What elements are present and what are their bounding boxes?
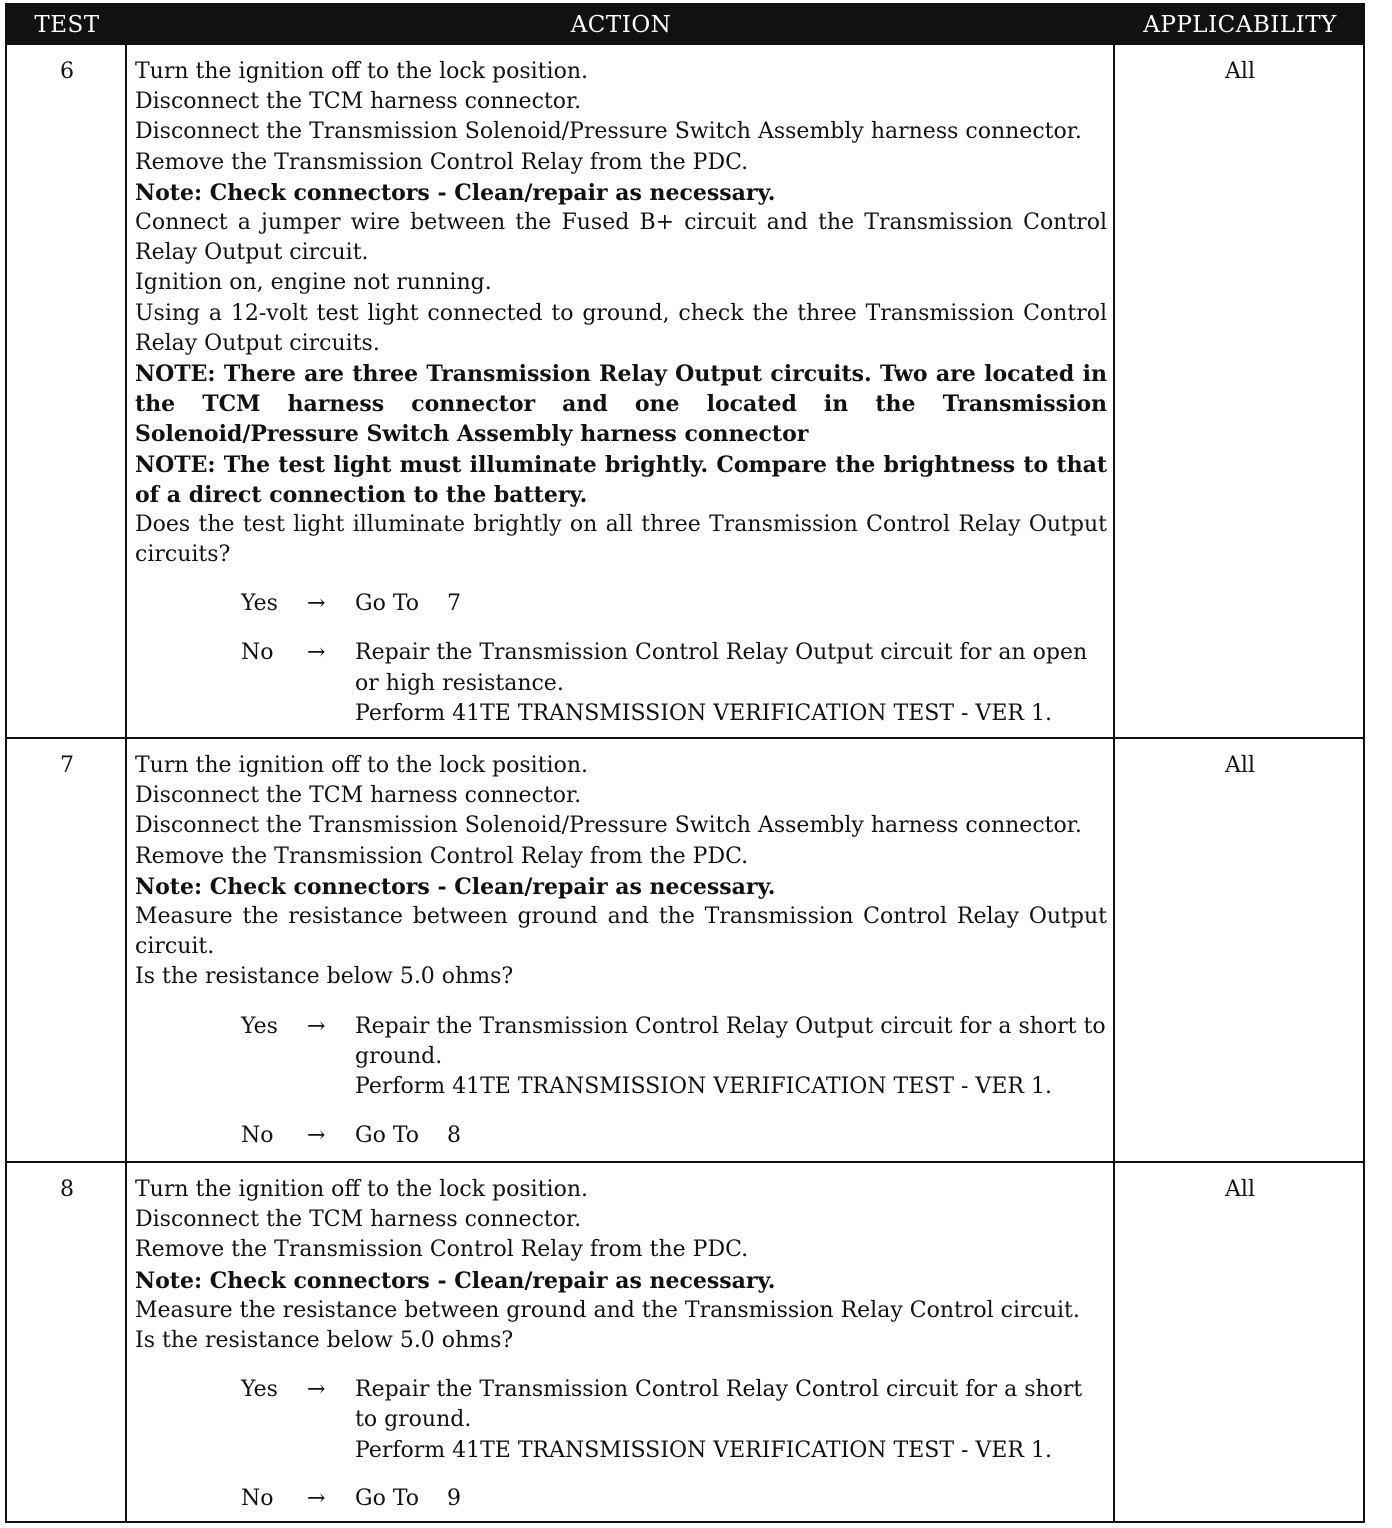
applicability-value: All (1225, 59, 1255, 84)
step-text: Remove the Transmission Control Relay from the PDC. (135, 843, 749, 869)
step-text: Turn the ignition off to the lock position. (135, 1177, 588, 1202)
step-text: Remove the Transmission Control Relay from the PDC. (135, 1237, 749, 1263)
result-text: Perform 41TE TRANSMISSION VERIFICATION TEST - VER 1. (355, 1074, 1052, 1100)
step-text: Disconnect the Transmission Solenoid/Pressure Switch Assembly harness connector. (135, 813, 1082, 839)
branch-result (355, 1375, 1107, 1466)
result-text: Perform 41TE TRANSMISSION VERIFICATION TEST - VER 1. (355, 700, 1052, 726)
no-branch (135, 638, 1107, 728)
question-text: Is the resistance below 5.0 ohms? (135, 1328, 514, 1354)
yes-branch (135, 1375, 1107, 1465)
yes-label: Yes (241, 1013, 278, 1039)
applicability-value: All (1225, 753, 1255, 778)
step-text: Measure the resistance between ground and the Transmission Control Relay Output circuit. (135, 904, 1107, 960)
step-text: Turn the ignition off to the lock position. (135, 753, 588, 778)
note-text: Note: Check connectors - Clean/repair as necessary. (135, 179, 776, 206)
step-text: Disconnect the Transmission Solenoid/Pressure Switch Assembly harness connector. (135, 119, 1082, 145)
step-text: Disconnect the TCM harness connector. (135, 89, 582, 115)
header-action: ACTION (570, 12, 672, 38)
no-branch (135, 1121, 1107, 1151)
table-row (7, 1163, 1363, 1521)
branch-result (355, 589, 1107, 619)
result-text: Repair the Transmission Control Relay Output circuit for a short to ground. (355, 1013, 1113, 1069)
branch-result (355, 1484, 1107, 1514)
branch-result (355, 638, 1107, 729)
no-branch (135, 1484, 1107, 1514)
step-text: Using a 12-volt test light connected to ground, check the three Transmission Control Relay Output circuits. (135, 300, 1107, 356)
note-text: Note: Check connectors - Clean/repair as necessary. (135, 873, 776, 900)
yes-label: Yes (241, 591, 278, 617)
result-text: Go To 7 (355, 591, 461, 617)
table-row (7, 45, 1363, 739)
arrow-icon: → (307, 591, 326, 617)
result-text: Perform 41TE TRANSMISSION VERIFICATION TEST - VER 1. (355, 1437, 1052, 1463)
arrow-icon: → (307, 1013, 326, 1039)
test-number: 7 (60, 753, 74, 778)
branch-result (355, 1012, 1113, 1103)
result-text: Go To 9 (355, 1486, 461, 1512)
note-text: Note: Check connectors - Clean/repair as necessary. (135, 1267, 776, 1294)
step-text: Measure the resistance between ground and the Transmission Relay Control circuit. (135, 1297, 1080, 1323)
diagnostic-table (5, 3, 1365, 1523)
no-label: No (241, 640, 274, 666)
question-text: Is the resistance below 5.0 ohms? (135, 964, 514, 990)
applicability-value: All (1225, 1177, 1255, 1202)
result-text: Go To 8 (355, 1122, 461, 1148)
action-cell (135, 57, 1107, 728)
note-text: NOTE: The test light must illuminate brightly. Compare the brightness to that of a direct connection to the battery. (135, 451, 1107, 508)
header-applicability: APPLICABILITY (1143, 12, 1337, 38)
step-text: Disconnect the TCM harness connector. (135, 1207, 582, 1233)
table-header (7, 5, 1363, 45)
step-text: Ignition on, engine not running. (135, 270, 492, 296)
yes-branch (135, 1012, 1113, 1102)
branch-result (355, 1121, 1107, 1151)
arrow-icon: → (307, 1377, 326, 1403)
question-text: Does the test light illuminate brightly on all three Transmission Control Relay Output circuits? (135, 512, 1107, 568)
step-text: Disconnect the TCM harness connector. (135, 783, 582, 809)
table-row (7, 739, 1363, 1163)
step-text: Turn the ignition off to the lock position. (135, 59, 588, 84)
no-label: No (241, 1122, 274, 1148)
action-cell (135, 751, 1113, 1151)
step-text: Connect a jumper wire between the Fused B+ circuit and the Transmission Control Relay Output circuit. (135, 210, 1107, 266)
note-text: NOTE: There are three Transmission Relay Output circuits. Two are located in the TCM harness connector and one located in the Transmission Solenoid/Pressure Switch Assembly harness connector (135, 361, 1107, 448)
step-text: Remove the Transmission Control Relay from the PDC. (135, 149, 749, 175)
yes-branch (135, 589, 1107, 619)
result-text: Repair the Transmission Control Relay Output circuit for an open or high resistance. (355, 640, 1095, 696)
test-number: 8 (60, 1177, 74, 1202)
action-cell (135, 1175, 1107, 1514)
arrow-icon: → (307, 640, 326, 666)
yes-label: Yes (241, 1377, 278, 1403)
no-label: No (241, 1486, 274, 1512)
arrow-icon: → (307, 1122, 326, 1148)
result-text: Repair the Transmission Control Relay Control circuit for a short to ground. (355, 1377, 1090, 1433)
header-test: TEST (34, 12, 100, 38)
test-number: 6 (60, 59, 74, 84)
arrow-icon: → (307, 1486, 326, 1512)
